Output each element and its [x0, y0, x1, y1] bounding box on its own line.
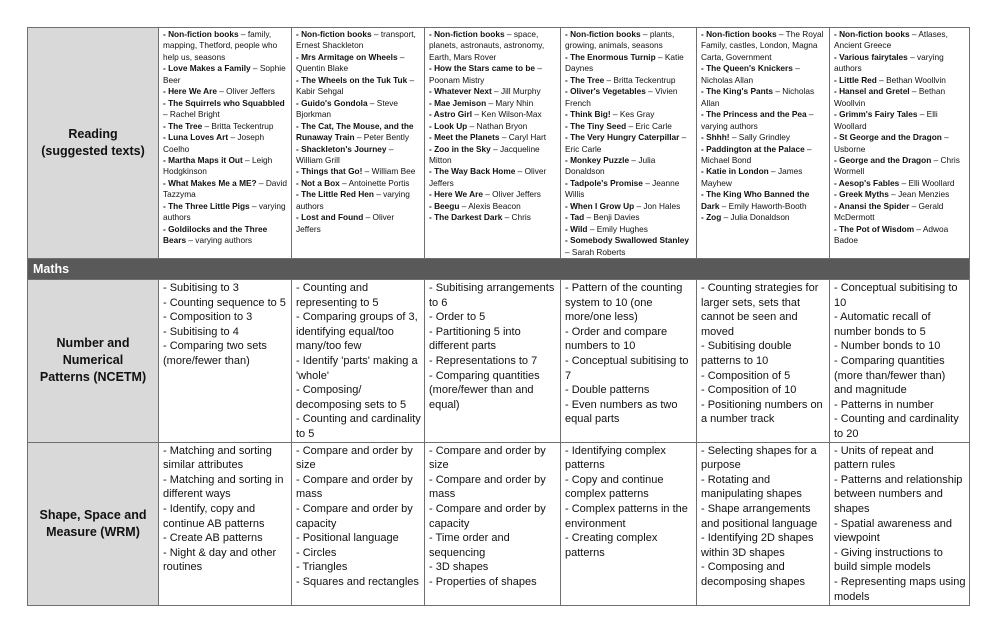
reading-item: [429, 132, 557, 143]
shape-item: - Selecting shapes for a purpose: [701, 444, 817, 472]
number-item: - Counting strategies for larger sets, sets that cannot be seen and moved: [701, 282, 819, 338]
reading-item-title: - Luna Loves Art: [163, 132, 229, 143]
reading-item-title: - The Tree: [565, 74, 605, 85]
reading-item-author: – Julia Donaldson: [565, 154, 656, 177]
reading-item-title: - Love Makes a Family: [163, 63, 251, 74]
reading-item: [163, 178, 288, 201]
reading-item-author: – varying authors: [701, 109, 814, 131]
reading-item: [296, 52, 421, 75]
reading-item-author: – Bethan Woollvin: [876, 74, 946, 85]
reading-item-author: – varying authors: [186, 235, 253, 246]
reading-item-author: – Jill Murphy: [491, 86, 541, 97]
reading-item: [565, 224, 693, 235]
reading-item: [296, 75, 421, 98]
reading-item: [429, 98, 557, 109]
reading-item-title: - Guido's Gondola: [296, 97, 368, 108]
reading-item-author: – Rachel Bright: [163, 109, 220, 120]
reading-item-author: – transport, Ernest Shackleton: [296, 29, 416, 51]
reading-item: [429, 121, 557, 132]
reading-item-author: – Michael Bond: [701, 143, 812, 165]
number-item: - Composition to 3: [163, 311, 253, 324]
reading-item-author: – Caryl Hart: [499, 132, 547, 143]
number-item: - Order to 5: [429, 311, 486, 324]
reading-item: [163, 121, 288, 132]
maths-section-row: [28, 259, 970, 280]
reading-item: [701, 212, 826, 223]
shape-item: - Compare and order by size: [429, 444, 546, 472]
reading-item: [565, 132, 693, 155]
shape-item: - Compare and order by size: [296, 444, 413, 472]
reading-item: [701, 109, 826, 132]
number-item: - Conceptual subitising to 7: [565, 355, 689, 382]
reading-item-title: - Anansi the Spider: [834, 200, 910, 211]
reading-item-title: - What Makes Me a ME?: [163, 177, 257, 188]
number-item: - Partitioning 5 into different parts: [429, 325, 521, 353]
shape-item: - Identifying 2D shapes within 3D shapes: [701, 532, 814, 559]
reading-item-author: – space, planets, astronauts, astronomy, Earth, Mars Rover: [429, 29, 545, 62]
number-item: - Number bonds to 10: [834, 340, 941, 353]
reading-item-title: - Meet the Planets: [429, 132, 500, 143]
reading-item-title: - George and the Dragon: [834, 154, 932, 165]
shape-item: - Representing maps using models: [834, 575, 966, 603]
reading-item-author: – Kabir Sehgal: [296, 74, 415, 97]
reading-item-title: - Zoo in the Sky: [429, 143, 491, 154]
shape-item: - Units of repeat and pattern rules: [834, 444, 934, 472]
reading-item: [163, 132, 288, 155]
reading-item: [429, 63, 557, 86]
reading-item: [429, 201, 557, 212]
reading-item-author: – Emily Hughes: [587, 223, 648, 234]
reading-row-header: [28, 28, 159, 259]
reading-item-title: - Wild: [565, 223, 588, 234]
number-item: - Composing/ decomposing sets to 5: [296, 384, 407, 411]
reading-item: [429, 29, 557, 63]
reading-item: [834, 178, 966, 189]
reading-item: [834, 52, 966, 75]
reading-row: [28, 28, 970, 259]
reading-item: [296, 29, 421, 52]
reading-item-author: – Usborne: [834, 132, 949, 154]
reading-item-author: – Sarah Roberts: [565, 246, 626, 257]
number-row-header: [28, 280, 159, 443]
number-item: - Subitising double patterns to 10: [701, 340, 792, 368]
reading-item-title: - Here We Are: [429, 189, 483, 200]
reading-item-title: - Whatever Next: [429, 86, 492, 97]
reading-item: [296, 98, 421, 121]
reading-item-author: – varying authors: [163, 200, 286, 223]
shape-row-header: [28, 442, 159, 605]
reading-item-author: – Chris Wormell: [834, 154, 960, 177]
reading-item: [701, 189, 826, 212]
shape-item: - 3D shapes: [429, 561, 489, 574]
reading-item-author: – Atlases, Ancient Greece: [834, 29, 948, 51]
reading-item-title: - The Little Red Hen: [296, 189, 374, 200]
reading-item: [701, 132, 826, 143]
reading-item-title: - Greek Myths: [834, 189, 889, 200]
number-item: - Subitising to 3: [163, 282, 239, 295]
reading-item-title: - The Darkest Dark: [429, 212, 503, 223]
reading-cell-3: [425, 28, 561, 259]
shape-item: - Properties of shapes: [429, 575, 537, 588]
reading-item: [565, 201, 693, 212]
reading-item: [565, 155, 693, 178]
shape-item: - Creating complex patterns: [565, 532, 658, 559]
reading-item-author: – Gerald McDermott: [834, 200, 944, 223]
reading-item-title: - Non-fiction books: [701, 29, 777, 39]
reading-item-title: - When I Grow Up: [565, 200, 635, 211]
reading-item-title: - Katie in London: [701, 166, 769, 177]
shape-item: - Shape arrangements and positional language: [701, 502, 818, 530]
shape-item: - Compare and order by mass: [429, 473, 546, 501]
reading-item: [163, 201, 288, 224]
shape-item: - Matching and sorting in different ways: [163, 473, 284, 501]
reading-item-title: - Aesop's Fables: [834, 177, 900, 188]
reading-item-author: – Jacqueline Mitton: [429, 143, 540, 165]
reading-item-title: - Shackleton's Journey: [296, 143, 387, 154]
reading-item: [296, 166, 421, 177]
shape-item: - Circles: [296, 546, 337, 559]
reading-item-title: - The Three Little Pigs: [163, 200, 250, 211]
reading-item: [701, 63, 826, 86]
reading-item-author: – Jean Menzies: [888, 189, 950, 200]
reading-item-author: – Britta Teckentrup: [604, 74, 676, 85]
reading-cell-6: [830, 28, 970, 259]
reading-item-author: – Nicholas Allan: [701, 86, 815, 108]
number-cell-3: [425, 280, 561, 443]
reading-item-title: - Look Up: [429, 120, 468, 131]
number-label: Number and Numerical Patterns (NCETM): [39, 336, 147, 385]
shape-item: - Triangles: [296, 561, 348, 574]
shape-cell-5: [697, 442, 830, 605]
reading-item-author: – plants, growing, animals, seasons: [565, 29, 675, 51]
reading-item: [565, 212, 693, 223]
reading-item: [296, 121, 421, 144]
reading-item-title: - Here We Are: [163, 86, 217, 97]
reading-item: [834, 201, 966, 224]
reading-item: [565, 75, 693, 86]
reading-item-author: – Elli Woollard: [834, 109, 938, 131]
reading-item: [296, 178, 421, 189]
reading-item-author: – William Bee: [362, 166, 416, 177]
number-item: - Automatic recall of number bonds to 5: [834, 311, 931, 338]
reading-item-author: – Steve Bjorkman: [296, 97, 399, 120]
reading-item-title: - Martha Maps it Out: [163, 154, 243, 165]
reading-cell-1: [159, 28, 292, 259]
reading-cell-4: [561, 28, 697, 259]
number-item: - Pattern of the counting system to 10 (one more/one less): [565, 282, 683, 324]
reading-item: [565, 109, 693, 120]
number-item: - Comparing quantities (more/fewer than and equal): [429, 369, 540, 411]
reading-item-title: - Zog: [701, 212, 722, 223]
reading-item: [163, 224, 288, 247]
number-cell-6: [830, 280, 970, 443]
reading-item: [834, 109, 966, 132]
reading-item: [429, 144, 557, 167]
shape-item: - Spatial awareness and viewpoint: [834, 517, 953, 545]
reading-item-author: – Benji Davies: [584, 212, 640, 223]
number-item: - Representations to 7: [429, 355, 538, 368]
reading-item-title: - Tad: [565, 212, 585, 223]
reading-item-title: - Non-fiction books: [565, 29, 641, 39]
reading-item-title: - The Enormous Turnip: [565, 51, 656, 62]
reading-item-author: – William Grill: [296, 143, 394, 165]
reading-item-title: - Non-fiction books: [429, 29, 505, 39]
reading-item-title: - Shhh!: [701, 132, 730, 143]
reading-item-title: - How the Stars came to be: [429, 63, 536, 74]
reading-item-author: – Bethan Woollvin: [834, 86, 946, 108]
reading-item-author: – Sophie Beer: [163, 63, 286, 85]
reading-item: [296, 189, 421, 212]
reading-item: [565, 178, 693, 201]
reading-item-author: – The Royal Family, castles, London, Magna Carta, Government: [701, 29, 824, 62]
reading-item-author: – family, mapping, Thetford, people who help us, seasons: [163, 29, 278, 62]
shape-item: - Time order and sequencing: [429, 532, 510, 559]
reading-item-author: – Chris: [502, 212, 531, 223]
reading-item-author: – Nicholas Allan: [701, 63, 800, 85]
number-item: - Subitising arrangements to 6: [429, 282, 555, 309]
reading-item: [565, 121, 693, 132]
reading-item-author: – varying authors: [296, 189, 410, 211]
shape-item: - Composing and decomposing shapes: [701, 561, 805, 588]
shape-row: [28, 442, 970, 605]
reading-item-author: – Alexis Beacon: [459, 200, 521, 211]
shape-item: - Compare and order by mass: [296, 473, 413, 501]
reading-item: [296, 212, 421, 235]
reading-item: [565, 29, 693, 52]
shape-item: - Compare and order by capacity: [429, 502, 546, 530]
reading-item: [429, 109, 557, 120]
reading-cell-5: [697, 28, 830, 259]
reading-item-author: – Antoinette Portis: [339, 177, 410, 188]
reading-item-author: – Britta Teckentrup: [202, 120, 274, 131]
reading-item-author: – varying authors: [834, 51, 944, 74]
shape-item: - Copy and continue complex patterns: [565, 473, 664, 501]
shape-item: - Matching and sorting similar attributes: [163, 444, 272, 472]
reading-item: [834, 224, 966, 247]
reading-item-author: – Poonam Mistry: [429, 63, 542, 85]
reading-cell-2: [292, 28, 425, 259]
curriculum-table: [27, 27, 970, 606]
reading-item: [701, 86, 826, 109]
reading-item: [701, 29, 826, 63]
number-item: - Identify 'parts' making a 'whole': [296, 355, 418, 382]
reading-item-title: - Mae Jemison: [429, 97, 487, 108]
reading-item: [163, 29, 288, 63]
reading-item: [163, 63, 288, 86]
shape-cell-6: [830, 442, 970, 605]
reading-item: [565, 86, 693, 109]
reading-item-title: - The Cat, The Mouse, and the Runaway Train: [296, 120, 414, 143]
reading-item: [565, 52, 693, 75]
reading-item-author: – David Tazzyma: [163, 177, 288, 200]
shape-item: - Complex patterns in the environment: [565, 502, 688, 530]
reading-item-author: – Eric Carle: [626, 120, 672, 131]
reading-item-title: - The Queen's Knickers: [701, 63, 793, 74]
shape-cell-2: [292, 442, 425, 605]
reading-item-author: – Oliver Jeffers: [216, 86, 275, 97]
number-cell-1: [159, 280, 292, 443]
reading-item: [834, 155, 966, 178]
reading-item-author: – Oliver Jeffers: [482, 189, 541, 200]
reading-item-title: - The King's Pants: [701, 86, 774, 97]
reading-item-title: - Monkey Puzzle: [565, 154, 630, 165]
reading-item-title: - The Wheels on the Tuk Tuk: [296, 74, 408, 85]
reading-item: [701, 166, 826, 189]
reading-item-title: - Astro Girl: [429, 109, 473, 120]
number-item: - Counting and cardinality to 20: [834, 413, 959, 440]
reading-item-author: – Oliver Jeffers: [429, 166, 547, 188]
reading-item-author: – Ken Wilson-Max: [472, 109, 542, 120]
reading-item-title: - Tadpole's Promise: [565, 177, 643, 188]
reading-item-title: - Oliver's Vegetables: [565, 86, 646, 97]
reading-item-author: – Joseph Coelho: [163, 132, 265, 154]
reading-item: [163, 98, 288, 121]
number-item: - Subitising to 4: [163, 325, 239, 338]
reading-item-title: - Hansel and Gretel: [834, 86, 910, 97]
maths-section-title: Maths: [28, 259, 970, 280]
reading-item-title: - St George and the Dragon: [834, 132, 942, 143]
reading-item: [163, 155, 288, 178]
number-row: [28, 280, 970, 443]
reading-item-author: – Mary Nhin: [486, 97, 534, 108]
reading-item: [429, 166, 557, 189]
reading-item-title: - Paddington at the Palace: [701, 143, 805, 154]
reading-item-title: - The Way Back Home: [429, 166, 516, 177]
reading-item-title: - Non-fiction books: [834, 29, 910, 39]
reading-item-author: – Quentin Blake: [296, 51, 405, 74]
reading-item-title: - Think Big!: [565, 109, 611, 120]
reading-item-title: - Mrs Armitage on Wheels: [296, 51, 398, 62]
number-item: - Patterns in number: [834, 398, 934, 411]
reading-item-author: – Julia Donaldson: [721, 212, 790, 223]
reading-item-title: - Grimm's Fairy Tales: [834, 109, 918, 120]
reading-item-title: - Lost and Found: [296, 212, 364, 223]
reading-item: [834, 75, 966, 86]
reading-item-author: – Katie Daynes: [565, 51, 684, 74]
reading-item-author: – Vivien French: [565, 86, 678, 108]
number-cell-4: [561, 280, 697, 443]
reading-item: [429, 189, 557, 200]
reading-item: [834, 29, 966, 52]
shape-cell-4: [561, 442, 697, 605]
number-item: - Double patterns: [565, 384, 650, 397]
number-item: - Positioning numbers on a number track: [701, 398, 823, 426]
reading-item-title: - Various fairytales: [834, 51, 908, 62]
reading-item-author: – Oliver Jeffers: [296, 212, 395, 234]
reading-item-title: - The Princess and the Pea: [701, 109, 807, 120]
reading-item: [429, 212, 557, 223]
reading-item-author: – Jon Hales: [634, 200, 681, 211]
reading-item-title: - The King Who Banned the Dark: [701, 189, 810, 211]
reading-item-title: - The Very Hungry Caterpillar: [565, 132, 680, 143]
shape-item: - Night & day and other routines: [163, 546, 277, 574]
reading-item-author: – Emily Haworth-Booth: [719, 200, 807, 211]
number-item: - Even numbers as two equal parts: [565, 398, 678, 426]
reading-item-author: – Peter Bently: [354, 132, 409, 143]
shape-cell-1: [159, 442, 292, 605]
reading-item-author: – Sally Grindley: [729, 132, 790, 143]
number-item: - Counting sequence to 5: [163, 296, 286, 309]
shape-item: - Identify, copy and continue AB patterns: [163, 502, 265, 530]
shape-item: - Rotating and manipulating shapes: [701, 473, 802, 501]
number-item: - Order and compare numbers to 10: [565, 325, 668, 353]
reading-item-title: - Things that Go!: [296, 166, 363, 177]
shape-item: - Positional language: [296, 532, 399, 545]
reading-item: [834, 86, 966, 109]
reading-item: [565, 235, 693, 258]
reading-item-title: - The Tiny Seed: [565, 120, 627, 131]
reading-item-title: - The Tree: [163, 120, 203, 131]
shape-item: - Patterns and relationship between numbers and shapes: [834, 473, 963, 515]
reading-item: [701, 144, 826, 167]
reading-item-author: – Eric Carle: [565, 132, 687, 154]
shape-cell-3: [425, 442, 561, 605]
reading-item-author: – Nathan Bryon: [467, 120, 528, 131]
reading-item-title: - Non-fiction books: [163, 29, 239, 39]
reading-item-title: - Little Red: [834, 74, 877, 85]
reading-item-title: - The Squirrels who Squabbled: [163, 97, 285, 108]
reading-item-title: - Somebody Swallowed Stanley: [565, 235, 690, 246]
reading-item-author: – Kes Gray: [610, 109, 655, 120]
number-item: - Composition of 5: [701, 369, 791, 382]
number-item: - Comparing groups of 3, identifying equal/too many/too few: [296, 311, 418, 353]
reading-label: Reading (suggested texts): [41, 127, 145, 159]
shape-item: - Identifying complex patterns: [565, 444, 666, 472]
shape-item: - Giving instructions to build simple models: [834, 546, 943, 574]
reading-item-title: - Non-fiction books: [296, 29, 372, 39]
reading-item-title: - The Pot of Wisdom: [834, 223, 915, 234]
number-cell-5: [697, 280, 830, 443]
reading-item: [296, 144, 421, 167]
reading-item-author: – Adwoa Badoe: [834, 223, 949, 246]
reading-item-author: – Elli Woollard: [899, 177, 955, 188]
shape-item: - Create AB patterns: [163, 532, 263, 545]
number-item: - Composition of 10: [701, 384, 797, 397]
reading-item-author: – James Mayhew: [701, 166, 803, 188]
reading-item-title: - Not a Box: [296, 177, 340, 188]
number-cell-2: [292, 280, 425, 443]
number-item: - Comparing quantities (more than/fewer than) and magnitude: [834, 355, 946, 397]
reading-item: [834, 132, 966, 155]
reading-item-author: – Leigh Hodgkinson: [163, 154, 273, 177]
reading-item-title: - Beegu: [429, 200, 460, 211]
number-item: - Counting and representing to 5: [296, 282, 379, 309]
reading-item: [429, 86, 557, 97]
reading-item-author: – Jeanne Willis: [565, 177, 680, 200]
reading-item-title: - Goldilocks and the Three Bears: [163, 223, 268, 246]
reading-item: [834, 189, 966, 200]
shape-item: - Compare and order by capacity: [296, 502, 413, 530]
shape-label: Shape, Space and Measure (WRM): [39, 507, 147, 539]
shape-item: - Squares and rectangles: [296, 575, 419, 588]
reading-item: [163, 86, 288, 97]
number-item: - Comparing two sets (more/fewer than): [163, 340, 267, 368]
number-item: - Conceptual subitising to 10: [834, 282, 958, 309]
number-item: - Counting and cardinality to 5: [296, 413, 421, 440]
